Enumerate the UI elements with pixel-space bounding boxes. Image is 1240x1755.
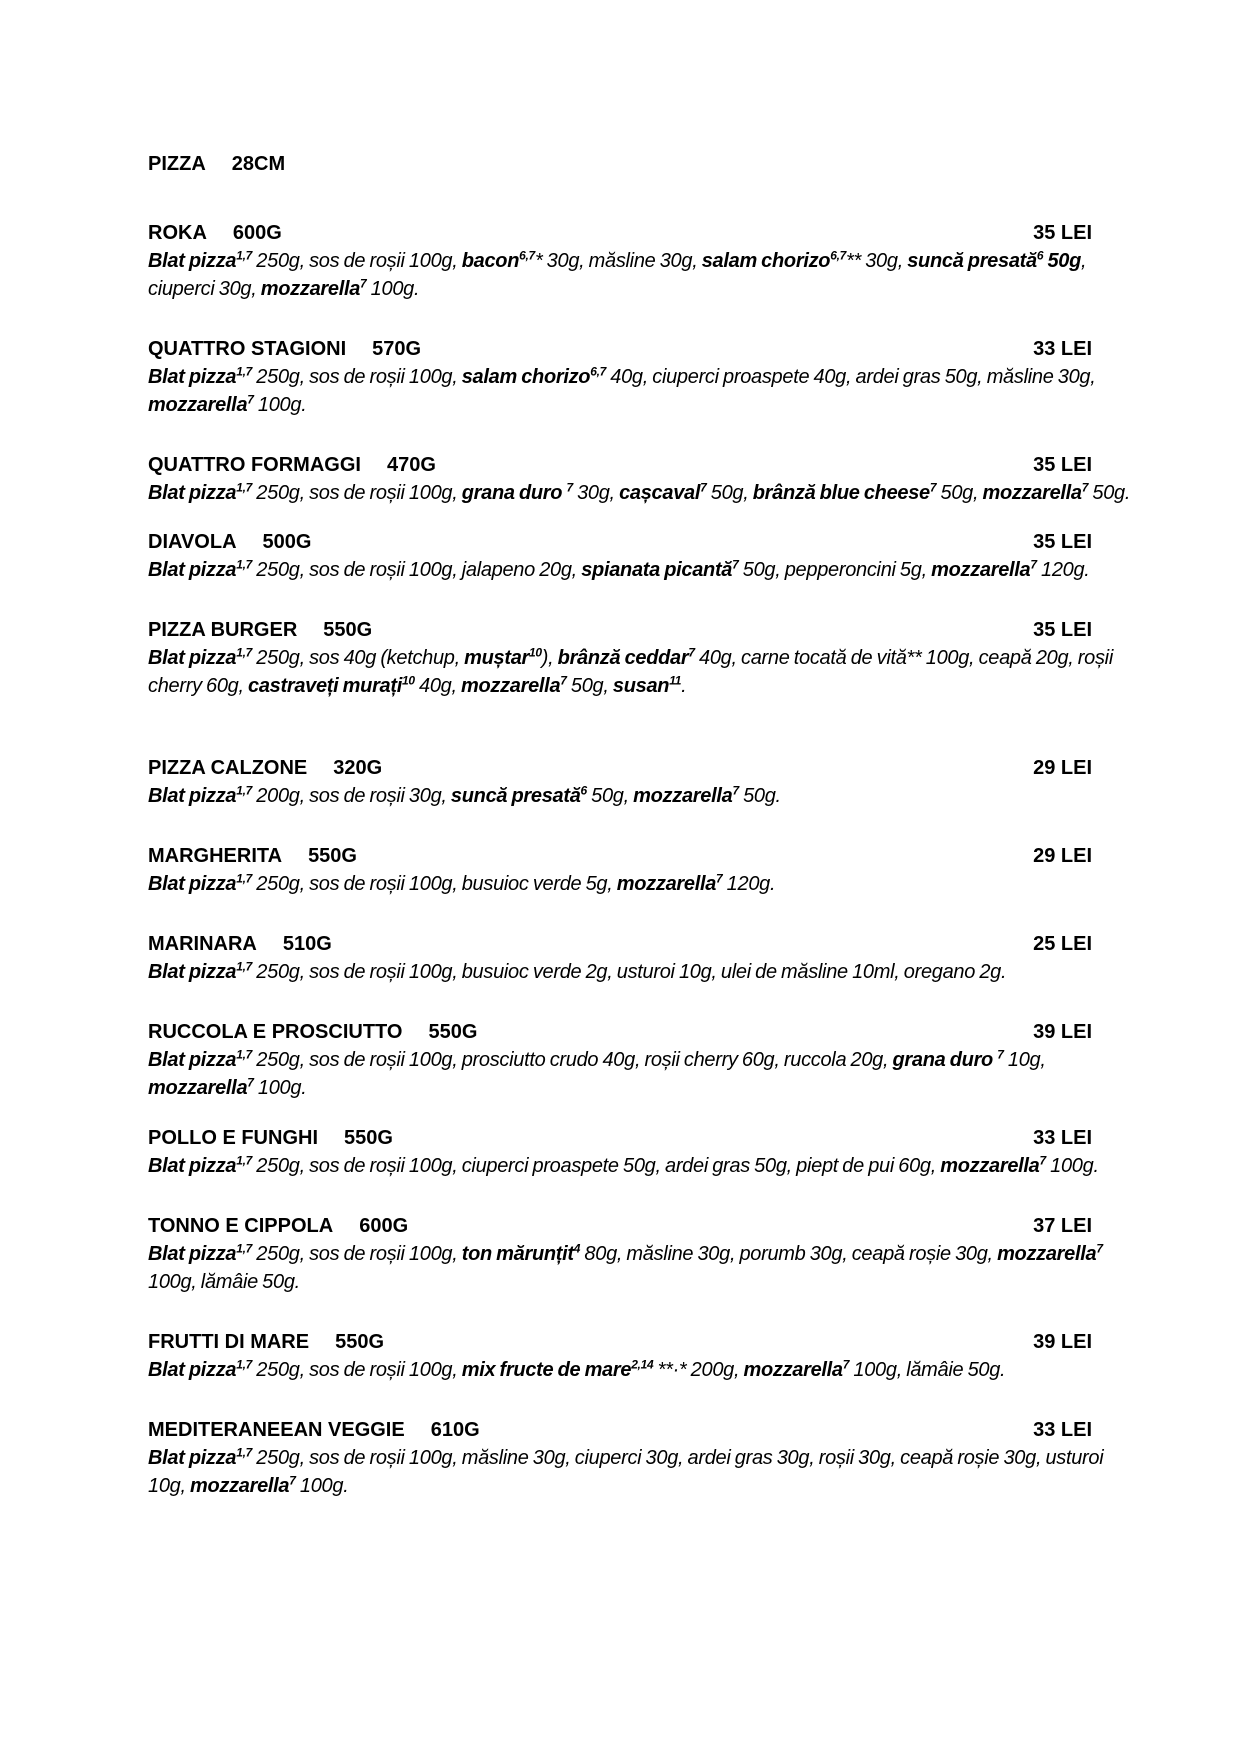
item-header-row	[148, 451, 1140, 479]
menu-item	[148, 616, 1140, 700]
item-header-row	[148, 1018, 1140, 1046]
item-name	[148, 528, 311, 556]
item-name-text: DIAVOLA	[148, 531, 237, 553]
menu-item	[148, 1212, 1140, 1296]
item-name-text: PIZZA CALZONE	[148, 757, 308, 779]
item-name	[148, 335, 421, 363]
item-name	[148, 219, 282, 247]
item-name-text: QUATTRO FORMAGGI	[148, 454, 361, 476]
menu-item	[148, 1018, 1140, 1102]
item-price: 29 LEI	[1033, 757, 1092, 779]
item-description: Blat pizza$^{1,7}$ 250g, sos de roșii 100g, mix fructe de mare$^{2,14}$ **·* 200g, mozzarella$^7$ 100g, lămâie 50g.	[148, 1357, 1006, 1381]
item-weight: 510G	[282, 933, 332, 955]
item-description: Blat pizza$^{1,7}$ 250g, sos de roșii 100g, salam chorizo$^{6,7}$ 40g, ciuperci proaspete 40g, ardei gras 50g, măsline 30g, mozzarella$^7$ 100g.	[148, 364, 1096, 416]
item-weight: 550G	[428, 1021, 478, 1043]
item-name-text: QUATTRO STAGIONI	[148, 338, 347, 360]
menu-item	[148, 1328, 1140, 1384]
item-name	[148, 616, 372, 644]
page-title	[148, 150, 1140, 178]
item-name-text: MEDITERANEEAN VEGGIE	[148, 1419, 405, 1441]
item-name-text: MARINARA	[148, 933, 257, 955]
item-description: Blat pizza$^{1,7}$ 250g, sos de roșii 100g, ciuperci proaspete 50g, ardei gras 50g, piept de pui 60g, mozzarella$^7$ 100g.	[148, 1153, 1099, 1177]
item-price: 25 LEI	[1033, 933, 1092, 955]
item-price: 39 LEI	[1033, 1021, 1092, 1043]
item-weight: 550G	[308, 845, 357, 867]
item-name	[148, 842, 357, 870]
menu-item	[148, 451, 1140, 507]
menu-items	[148, 219, 1140, 1500]
item-name-text: RUCCOLA E PROSCIUTTO	[148, 1021, 403, 1043]
item-weight: 610G	[430, 1419, 480, 1441]
item-name-text: FRUTTI DI MARE	[148, 1331, 310, 1353]
item-weight: 550G	[344, 1127, 393, 1149]
item-weight: 600G	[359, 1215, 409, 1237]
item-name	[148, 1124, 393, 1152]
item-header-row	[148, 1124, 1140, 1152]
item-name-text: ROKA	[148, 222, 207, 244]
item-price: 33 LEI	[1033, 1419, 1092, 1441]
item-price: 35 LEI	[1033, 531, 1092, 553]
menu-item	[148, 842, 1140, 898]
item-name	[148, 1416, 480, 1444]
item-name-text: MARGHERITA	[148, 845, 283, 867]
item-header-row	[148, 1328, 1140, 1356]
item-header-row	[148, 842, 1140, 870]
item-price: 35 LEI	[1033, 454, 1092, 476]
item-name	[148, 1018, 477, 1046]
item-description: Blat pizza$^{1,7}$ 250g, sos de roșii 100g, bacon$^{6,7}$* 30g, măsline 30g, salam chorizo$^{6,7}$** 30g, suncă presată$^6$ 50g, ciuperci 30g, mozzarella$^7$ 100g.	[148, 248, 1087, 300]
item-weight: 470G	[386, 454, 436, 476]
item-name-text: PIZZA BURGER	[148, 619, 298, 641]
menu-item	[148, 528, 1140, 584]
item-header-row	[148, 616, 1140, 644]
item-weight: 320G	[333, 757, 383, 779]
menu-item	[148, 1416, 1140, 1500]
item-price: 35 LEI	[1033, 619, 1092, 641]
menu-item	[148, 1124, 1140, 1180]
category-name: PIZZA	[148, 153, 206, 175]
item-header-row	[148, 1212, 1140, 1240]
item-name	[148, 754, 382, 782]
item-description: Blat pizza$^{1,7}$ 250g, sos 40g (ketchup, muștar$^{10}$), brânză ceddar$^7$ 40g, carne tocată de vită** 100g, ceapă 20g, roșii cherry 60g, castraveți murați$^{10}$ 40g, mozzarella$^7$ 50g, susan$^{11}$.	[148, 645, 1113, 697]
item-description: Blat pizza$^{1,7}$ 250g, sos de roșii 100g, prosciutto crudo 40g, roșii cherry 60g, ruccola 20g, grana duro $^7$ 10g, mozzarella$^7$ 100g.	[148, 1047, 1046, 1099]
item-name	[148, 451, 436, 479]
item-price: 33 LEI	[1033, 338, 1092, 360]
item-name	[148, 1212, 408, 1240]
item-weight: 550G	[323, 619, 373, 641]
item-price: 29 LEI	[1033, 845, 1092, 867]
item-price: 37 LEI	[1033, 1215, 1092, 1237]
item-description: Blat pizza$^{1,7}$ 250g, sos de roșii 100g, busuioc verde 2g, usturoi 10g, ulei de măsline 10ml, oregano 2g.	[148, 959, 1007, 983]
item-description: Blat pizza$^{1,7}$ 250g, sos de roșii 100g, măsline 30g, ciuperci 30g, ardei gras 30g, roșii 30g, ceapă roșie 30g, usturoi 10g, mozzarella$^7$ 100g.	[148, 1445, 1104, 1497]
item-price: 35 LEI	[1033, 222, 1092, 244]
item-name	[148, 1328, 384, 1356]
item-weight: 550G	[335, 1331, 385, 1353]
menu-item	[148, 335, 1140, 419]
menu-item	[148, 930, 1140, 986]
item-name-text: TONNO E CIPPOLA	[148, 1215, 334, 1237]
item-price: 33 LEI	[1033, 1127, 1092, 1149]
item-description: Blat pizza$^{1,7}$ 250g, sos de roșii 100g, busuioc verde 5g, mozzarella$^7$ 120g.	[148, 871, 776, 895]
menu-item	[148, 754, 1140, 810]
item-weight: 500G	[262, 531, 312, 553]
item-header-row	[148, 335, 1140, 363]
item-weight: 570G	[372, 338, 422, 360]
category-size: 28CM	[231, 153, 286, 175]
item-header-row	[148, 754, 1140, 782]
item-header-row	[148, 528, 1140, 556]
item-description: Blat pizza$^{1,7}$ 250g, sos de roșii 100g, ton mărunțit$^4$ 80g, măsline 30g, porumb 30g, ceapă roșie 30g, mozzarella$^7$ 100g, lămâie 50g.	[148, 1241, 1103, 1293]
item-description: Blat pizza$^{1,7}$ 200g, sos de roșii 30g, suncă presată$^6$ 50g, mozzarella$^7$ 50g.	[148, 783, 781, 807]
item-header-row	[148, 1416, 1140, 1444]
item-name	[148, 930, 332, 958]
item-price: 39 LEI	[1033, 1331, 1092, 1353]
menu-item	[148, 219, 1140, 303]
item-weight: 600G	[232, 222, 282, 244]
item-header-row	[148, 930, 1140, 958]
item-name-text: POLLO E FUNGHI	[148, 1127, 318, 1149]
item-description: Blat pizza$^{1,7}$ 250g, sos de roșii 100g, jalapeno 20g, spianata picantă$^7$ 50g, pepperoncini 5g, mozzarella$^7$ 120g.	[148, 557, 1090, 581]
item-description: Blat pizza$^{1,7}$ 250g, sos de roșii 100g, grana duro $^7$ 30g, cașcaval$^7$ 50g, brânză blue cheese$^7$ 50g, mozzarella$^7$ 50g.	[148, 480, 1131, 504]
item-header-row	[148, 219, 1140, 247]
